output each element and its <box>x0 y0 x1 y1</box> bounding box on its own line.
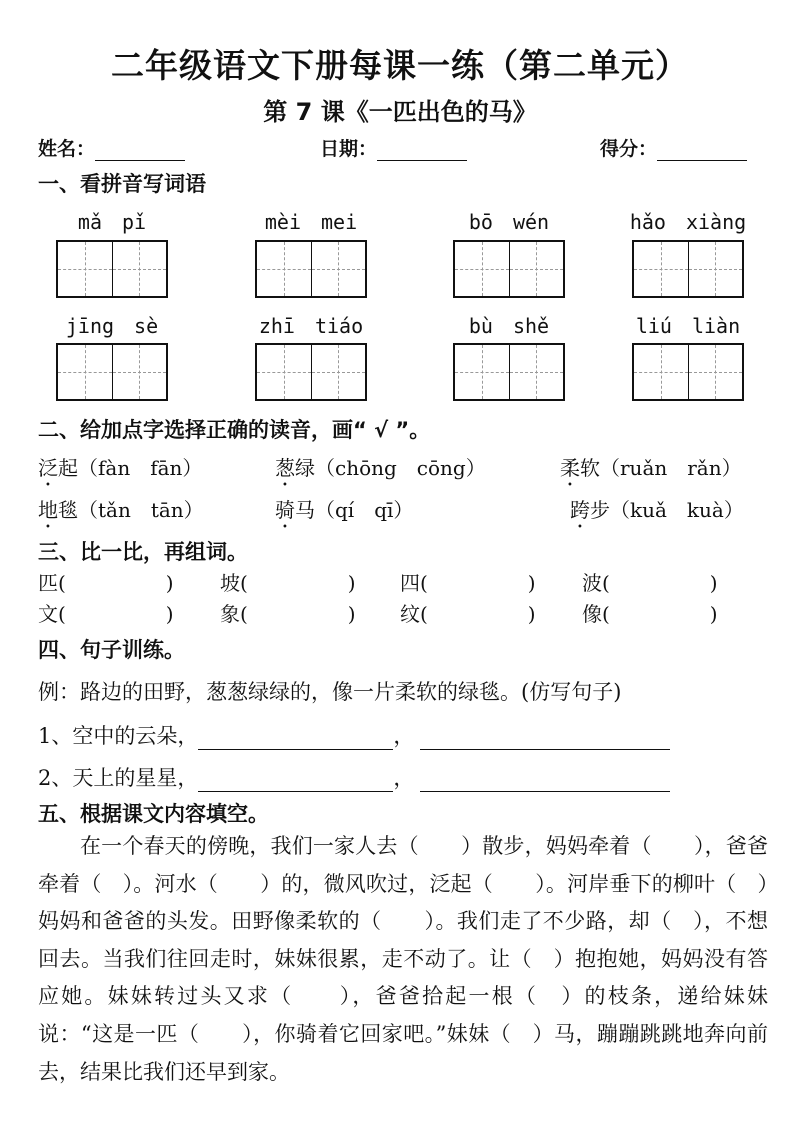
pinyin-label: hǎo xiàng <box>629 210 747 234</box>
grid-cell[interactable] <box>113 242 167 296</box>
score-label: 得分： <box>600 138 658 160</box>
name-field[interactable] <box>38 134 185 161</box>
writing-grid[interactable] <box>453 240 565 298</box>
word-blank[interactable]: 像( ) <box>582 602 718 626</box>
grid-cell[interactable] <box>113 345 167 399</box>
pronunciation-item[interactable] <box>38 452 202 491</box>
grid-cell[interactable] <box>634 345 689 399</box>
dotted-char: 跨 <box>570 498 590 522</box>
example-sentence: 例：路边的田野，葱葱绿绿的，像一片柔软的绿毯。(仿写句子) <box>38 680 622 704</box>
dotted-char: 骑 <box>275 498 295 522</box>
fill-in-paragraph[interactable] <box>38 828 768 1091</box>
grid-cell[interactable] <box>634 242 689 296</box>
pronunciation-item[interactable] <box>38 494 204 533</box>
pronunciation-options[interactable]: 绿（chōng cōng） <box>295 456 486 480</box>
pronunciation-options[interactable]: 马（qí qī） <box>295 498 414 522</box>
grid-cell[interactable] <box>312 242 366 296</box>
word-blank[interactable]: 四( ) <box>400 571 536 595</box>
answer-line[interactable] <box>420 769 670 792</box>
writing-grid[interactable] <box>632 240 744 298</box>
word-blank[interactable]: 匹( ) <box>38 571 174 595</box>
pinyin-label: mǎ pǐ <box>77 210 147 234</box>
pronunciation-item[interactable] <box>560 452 742 491</box>
date-blank[interactable] <box>377 142 467 161</box>
writing-grid[interactable] <box>453 343 565 401</box>
word-blank[interactable]: 坡( ) <box>220 571 356 595</box>
comma: ， <box>393 724 415 748</box>
grid-cell[interactable] <box>689 242 743 296</box>
name-blank[interactable] <box>95 142 185 161</box>
writing-grid[interactable] <box>56 343 168 401</box>
sentence-q1[interactable] <box>38 720 670 750</box>
lesson-subtitle: 第 7 课《一匹出色的马》 <box>263 98 537 126</box>
dotted-char: 柔 <box>560 456 580 480</box>
pronunciation-options[interactable]: 软（ruǎn rǎn） <box>580 456 742 480</box>
dotted-char: 泛 <box>38 456 58 480</box>
section2-title: 二、给加点字选择正确的读音，画“ √ ”。 <box>38 418 431 442</box>
pronunciation-item[interactable] <box>570 494 744 533</box>
pronunciation-options[interactable]: 毯（tǎn tān） <box>58 498 204 522</box>
pronunciation-options[interactable]: 起（fàn fān） <box>58 456 203 480</box>
word-blank[interactable]: 波( ) <box>582 571 718 595</box>
pinyin-label: zhī tiáo <box>258 314 364 338</box>
q1-prompt: 1、空中的云朵， <box>38 724 199 748</box>
pinyin-label: liú liàn <box>635 314 741 338</box>
pinyin-label: bō wén <box>468 210 550 234</box>
pronunciation-options[interactable]: 步（kuǎ kuà） <box>590 498 744 522</box>
pinyin-label: jīng sè <box>65 314 159 338</box>
dotted-char: 葱 <box>275 456 295 480</box>
grid-cell[interactable] <box>58 345 113 399</box>
grid-cell[interactable] <box>58 242 113 296</box>
grid-cell[interactable] <box>455 345 510 399</box>
grid-cell[interactable] <box>455 242 510 296</box>
grid-cell[interactable] <box>510 345 564 399</box>
name-label: 姓名： <box>38 138 96 160</box>
answer-line[interactable] <box>198 727 393 750</box>
paragraph-text[interactable]: 在一个春天的傍晚，我们一家人去（ ）散步，妈妈牵着（ ），爸爸牵着（ ）。河水（ ）的，微风吹过，泛起（ ）。河岸垂下的柳叶（ ）妈妈和爸爸的头发。田野像柔软的（ ）。我们走了不少路，却（ ），不想回去。当我们往回走时，妹妹很累，走不动了。让（ ）抱抱她，妈妈没有答应她。妹妹转过头又求（ ），爸爸拾起一根（ ）的枝条，递给妹妹说：“这是一匹（ ），你骑着它回家吧。”妹妹（ ）马，蹦蹦跳跳地奔向前去，结果比我们还早到家。 <box>38 834 768 1084</box>
answer-line[interactable] <box>198 769 393 792</box>
section1-title: 一、看拼音写词语 <box>38 172 206 196</box>
word-blank[interactable]: 文( ) <box>38 602 174 626</box>
writing-grid[interactable] <box>255 240 367 298</box>
word-blank[interactable]: 象( ) <box>220 602 356 626</box>
answer-line[interactable] <box>420 727 670 750</box>
section5-title: 五、根据课文内容填空。 <box>38 802 269 826</box>
writing-grid[interactable] <box>56 240 168 298</box>
writing-grid[interactable] <box>632 343 744 401</box>
pinyin-label: bù shě <box>468 314 550 338</box>
date-field[interactable] <box>320 134 467 161</box>
pronunciation-item[interactable] <box>275 494 413 533</box>
grid-cell[interactable] <box>257 345 312 399</box>
comma: ， <box>393 766 415 790</box>
page-title: 二年级语文下册每课一练（第二单元） <box>111 46 689 85</box>
section4-title: 四、句子训练。 <box>38 638 185 662</box>
date-label: 日期： <box>320 138 378 160</box>
pronunciation-item[interactable] <box>275 452 486 491</box>
grid-cell[interactable] <box>312 345 366 399</box>
sentence-q2[interactable] <box>38 762 670 792</box>
score-field[interactable] <box>600 134 747 161</box>
score-blank[interactable] <box>657 142 747 161</box>
grid-cell[interactable] <box>257 242 312 296</box>
grid-cell[interactable] <box>689 345 743 399</box>
writing-grid[interactable] <box>255 343 367 401</box>
q2-prompt: 2、天上的星星， <box>38 766 199 790</box>
pinyin-label: mèi mei <box>264 210 358 234</box>
word-blank[interactable]: 纹( ) <box>400 602 536 626</box>
section3-title: 三、比一比，再组词。 <box>38 540 248 564</box>
grid-cell[interactable] <box>510 242 564 296</box>
dotted-char: 地 <box>38 498 58 522</box>
